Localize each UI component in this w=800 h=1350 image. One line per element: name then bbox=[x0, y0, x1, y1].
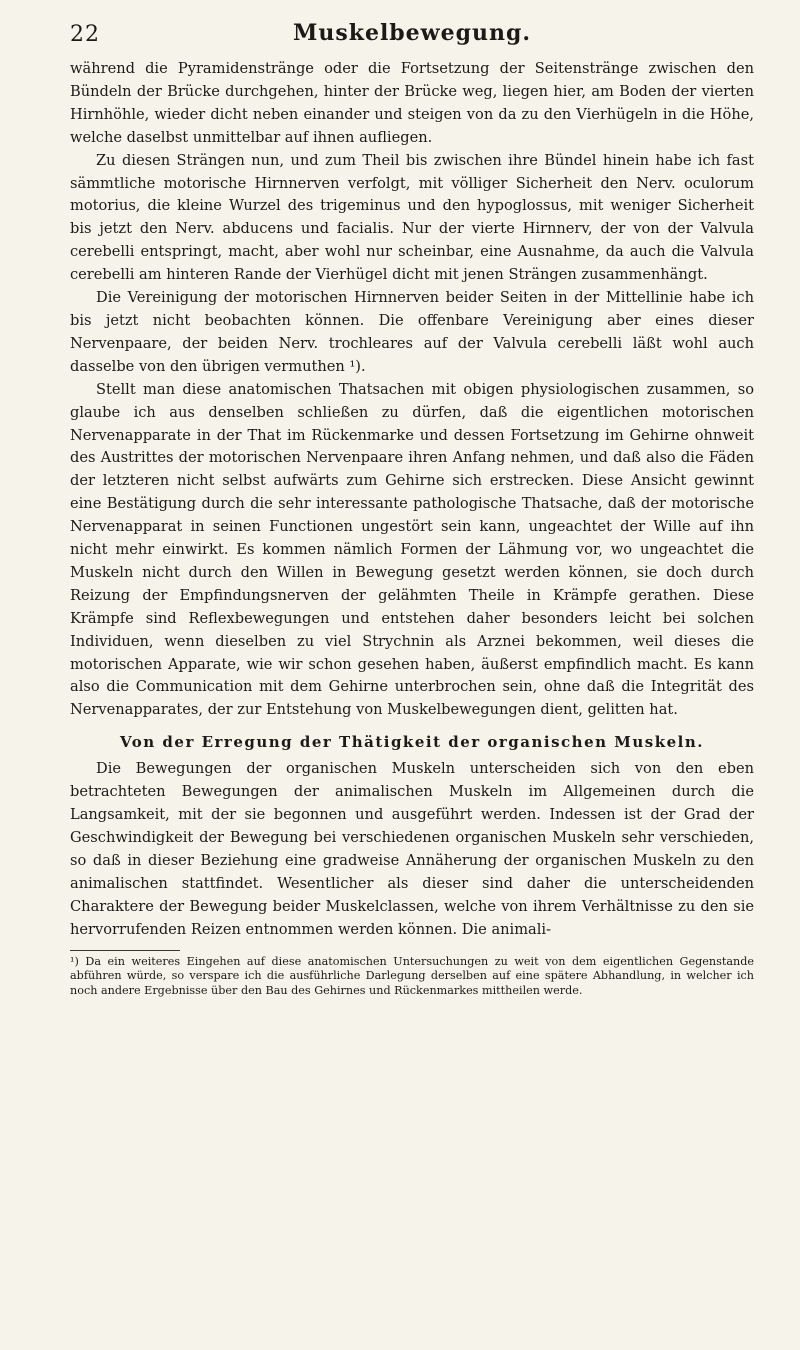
paragraph-1: während die Pyramidenstränge oder die Fortsetzung der Seitenstränge zwischen den Bündeln der Brücke durchgehen, hinter der Brücke weg, liegen hier, am Boden der vierten Hirnhöhle, wieder dicht neben einander und steigen von da zu den Vierhügeln in die Höhe, welche daselbst unmittelbar auf ihnen aufliegen. bbox=[70, 60, 754, 146]
running-title: Muskelbewegung. bbox=[292, 20, 532, 46]
section-heading: Von der Erregung der Thätigkeit der organischen Muskeln. bbox=[120, 733, 704, 752]
paragraph-4: Stellt man diese anatomischen Thatsachen mit obigen physiologischen zusammen, so glaube ich aus denselben schließen zu dürfen, daß die eigentlichen motorischen Nervenapparate in der That im Rückenmarke und dessen Fortsetzung im Gehirne ohnweit des Austrittes der motorischen Nervenpaare ihren Anfang nehmen, und daß also die Fäden der letzteren nicht selbst aufwärts zum Gehirne sich erstrecken. Diese Ansicht gewinnt eine Bestätigung durch die sehr interessante pathologische Thatsache, daß der motorische Nervenapparat in seinen Functionen ungestört sein kann, ungeachtet der Wille auf ihn nicht mehr einwirkt. Es kommen nämlich Formen der Lähmung vor, wo ungeachtet die Muskeln nicht durch den Willen in Bewegung gesetzt werden können, sie doch durch Reizung der Empfindungsnerven der gelähmten Theile in Krämpfe gerathen. Diese Krämpfe sind Reflexbewegungen und entstehen daher besonders leicht bei solchen Individuen, wenn dieselben zu viel Strychnin als Arznei bekommen, weil dieses die motorischen Apparate, wie wir schon gesehen haben, äußerst empfindlich macht. Es kann also die Communication mit dem Gehirne unterbrochen sein, ohne daß die Integrität des Nervenapparates, der zur Entstehung von Muskelbewegungen dient, gelitten hat. bbox=[70, 380, 754, 719]
paragraph-2: Zu diesen Strängen nun, und zum Theil bis zwischen ihre Bündel hinein habe ich fast sämmtliche motorische Hirnnerven verfolgt, mit völliger Sicherheit den Nerv. oculorum motorius, die kleine Wurzel des trigeminus und den hypoglossus, mit weniger Sicherheit bis jetzt den Nerv. abducens und facialis. Nur der vierte Hirnnerv, der von der Valvula cerebelli entspringt, macht, aber wohl nur scheinbar, eine Ausnahme, da auch die Valvula cerebelli am hinteren Rande der Vierhügel dicht mit jenen Strängen zusammenhängt. bbox=[70, 151, 754, 284]
paragraph-5: Die Bewegungen der organischen Muskeln unterscheiden sich von den eben betrachteten Bewegungen der animalischen Muskeln im Allgemeinen durch die Langsamkeit, mit der sie begonnen und ausgeführt werden. Indessen ist der Grad der Geschwindigkeit der Bewegung bei verschiedenen organischen Muskeln sehr verschieden, so daß in dieser Beziehung eine gradweise Annäherung der organischen Muskeln zu den animalischen stattfindet. Wesentlicher als dieser sind daher die unterscheidenden Charaktere der Bewegung beider Muskelclassen, welche von ihrem Verhältnisse zu den sie hervorrufenden Reizen entnommen werden können. Die animali- bbox=[70, 760, 754, 938]
paragraph-3: Die Vereinigung der motorischen Hirnnerven beider Seiten in der Mittellinie habe ich bis jetzt nicht beobachten können. Die offenbare Vereinigung aber eines dieser Nervenpaare, der beiden Nerv. trochleares auf der Valvula cerebelli läßt wohl auch dasselbe von den übrigen vermuthen ¹). bbox=[70, 289, 754, 375]
body-text bbox=[70, 58, 754, 942]
running-head bbox=[70, 20, 754, 52]
footnote: ¹) Da ein weiteres Eingehen auf diese anatomischen Untersuchungen zu weit von dem eigentlichen Gegenstande abführen würde, so verspare ich die ausführliche Darlegung derselben auf eine spätere Abhandlung, in welcher ich noch andere Ergebnisse über den Bau des Gehirnes und Rückenmarkes mittheilen werde. bbox=[70, 954, 754, 997]
footnote-divider bbox=[70, 950, 180, 951]
page-number: 22 bbox=[70, 22, 100, 47]
